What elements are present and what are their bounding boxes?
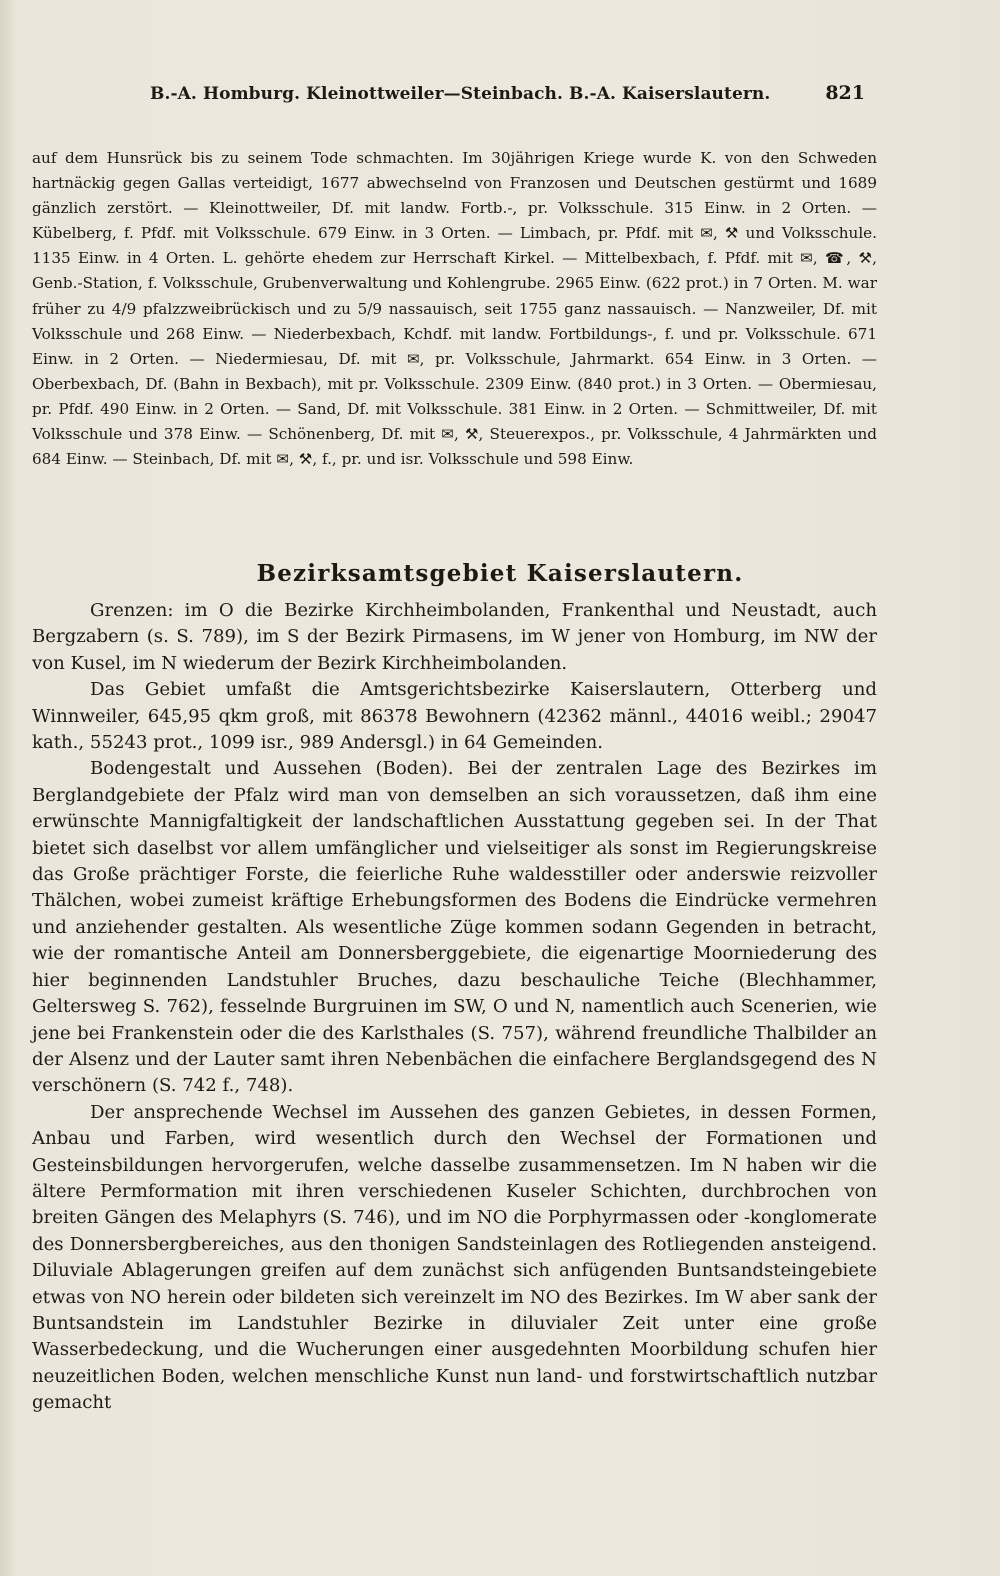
section-heading: Bezirksamtsgebiet Kaiserslautern. — [256, 560, 744, 587]
continued-paragraph: auf dem Hunsrück bis zu seinem Tode schmachten. Im 30jährigen Kriege wurde K. von den Schweden hartnäckig gegen Gallas verteidigt, 1677 abwechselnd von Franzosen und Deutschen gestürmt und 1689 gänzlich zerstört. — Kleinottweiler, Df. mit landw. Fortb.-, pr. Volksschule. 315 Einw. in 2 Orten. — Kübelberg, f. Pfdf. mit Volksschule. 679 Einw. in 3 Orten. — Limbach, pr. Pfdf. mit ✉, ⚒ und Volksschule. 1135 Einw. in 4 Orten. L. gehörte ehedem zur Herrschaft Kirkel. — Mittelbexbach, f. Pfdf. mit ✉, ☎, ⚒, Genb.-Station, f. Volksschule, Grubenverwaltung und Kohlengrube. 2965 Einw. (622 prot.) in 7 Orten. M. war früher zu 4/9 pfalzzweibrückisch und zu 5/9 nassauisch, seit 1755 ganz nassauisch. — Nanzweiler, Df. mit Volksschule und 268 Einw. — Niederbexbach, Kchdf. mit landw. Fortbildungs-, f. und pr. Volksschule. 671 Einw. in 2 Orten. — Niedermiesau, Df. mit ✉, pr. Volksschule, Jahrmarkt. 654 Einw. in 3 Orten. — Oberbexbach, Df. (Bahn in Bexbach), mit pr. Volksschule. 2309 Einw. (840 prot.) in 3 Orten. — Obermiesau, pr. Pfdf. 490 Einw. in 2 Orten. — Sand, Df. mit Volksschule. 381 Einw. in 2 Orten. — Schmittweiler, Df. mit Volksschule und 378 Einw. — Schönenberg, Df. mit ✉, ⚒, Steuerexpos., pr. Volksschule, 4 Jahrmärkten und 684 Einw. — Steinbach, Df. mit ✉, ⚒, f., pr. und isr. Volksschule und 598 Einw. — [32, 149, 877, 469]
continued-text-block — [32, 146, 877, 472]
main-text-block — [32, 598, 877, 1417]
page-header — [150, 80, 865, 110]
page-number: 821 — [825, 82, 865, 104]
paragraph-area: Das Gebiet umfaßt die Amtsgerichtsbezirke Kaiserslautern, Otterberg und Winnweiler, 645,95 qkm groß, mit 86378 Bewohnern (42362 männl., 44016 weibl.; 29047 kath., 55243 prot., 1099 isr., 989 Andersgl.) in 64 Gemeinden. — [32, 679, 877, 754]
paragraph-geology: Der ansprechende Wechsel im Aussehen des ganzen Gebietes, in dessen Formen, Anbau und Farben, wird wesentlich durch den Wechsel der Formationen und Gesteinsbildungen hervorgerufen, welche dasselbe zusammensetzen. Im N haben wir die ältere Permformation mit ihren verschiedenen Kuseler Schichten, durchbrochen von breiten Gängen des Melaphyrs (S. 746), und im NO die Porphyrmassen oder -konglomerate des Donnersbergbereiches, aus den thonigen Sandsteinlagen des Rotliegenden ansteigend. Diluviale Ablagerungen greifen auf dem zunächst sich anfügenden Buntsandsteingebiete etwas von NO herein oder bildeten sich vereinzelt im NO des Bezirkes. Im W aber sank der Buntsandstein im Landstuhler Bezirke in diluvialer Zeit unter eine große Wasserbedeckung, und die Wucherungen einer ausgedehnten Moorbildung schufen hier neuzeitlichen Boden, welchen menschliche Kunst nun land- und forstwirtschaftlich nutzbar gemacht — [32, 1101, 877, 1414]
paragraph-borders: Grenzen: im O die Bezirke Kirchheimbolanden, Frankenthal und Neustadt, auch Bergzabern (s. S. 789), im S der Bezirk Pirmasens, im W jener von Homburg, im NW der von Kusel, im N wiederum der Bezirk Kirchheimbolanden. — [32, 600, 877, 674]
running-head: B.-A. Homburg. Kleinottweiler—Steinbach. B.-A. Kaiserslautern. — [150, 84, 771, 104]
paragraph-terrain: Bodengestalt und Aussehen (Boden). Bei der zentralen Lage des Bezirkes im Berglandgebiete der Pfalz wird man von demselben an sich voraussetzen, daß ihm eine erwünschte Mannigfaltigkeit der landschaftlichen Ausstattung gegeben sei. In der That bietet sich daselbst vor allem umfänglicher und vielseitiger als sonst im Regierungskreise das Große prächtiger Forste, die feierliche Ruhe waldesstiller oder anderswie reizvoller Thälchen, wobei zumeist kräftige Erhebungsformen des Bodens die Eindrücke vermehren und anziehender gestalten. Als wesentliche Züge kommen sodann Gegenden in betracht, wie der romantische Anteil am Donnersberggebiete, die eigenartige Moorniederung des hier beginnenden Landstuhler Bruches, dazu beschauliche Teiche (Blechhammer, Geltersweg S. 762), fesselnde Burgruinen im SW, O und N, namentlich auch Scenerien, wie jene bei Frankenstein oder die des Karlsthales (S. 757), während freundliche Thalbilder an der Alsenz und der Lauter samt ihren Nebenbächen die einfachere Berglandsgegend des N verschönern (S. 742 f., 748). — [32, 758, 877, 1097]
